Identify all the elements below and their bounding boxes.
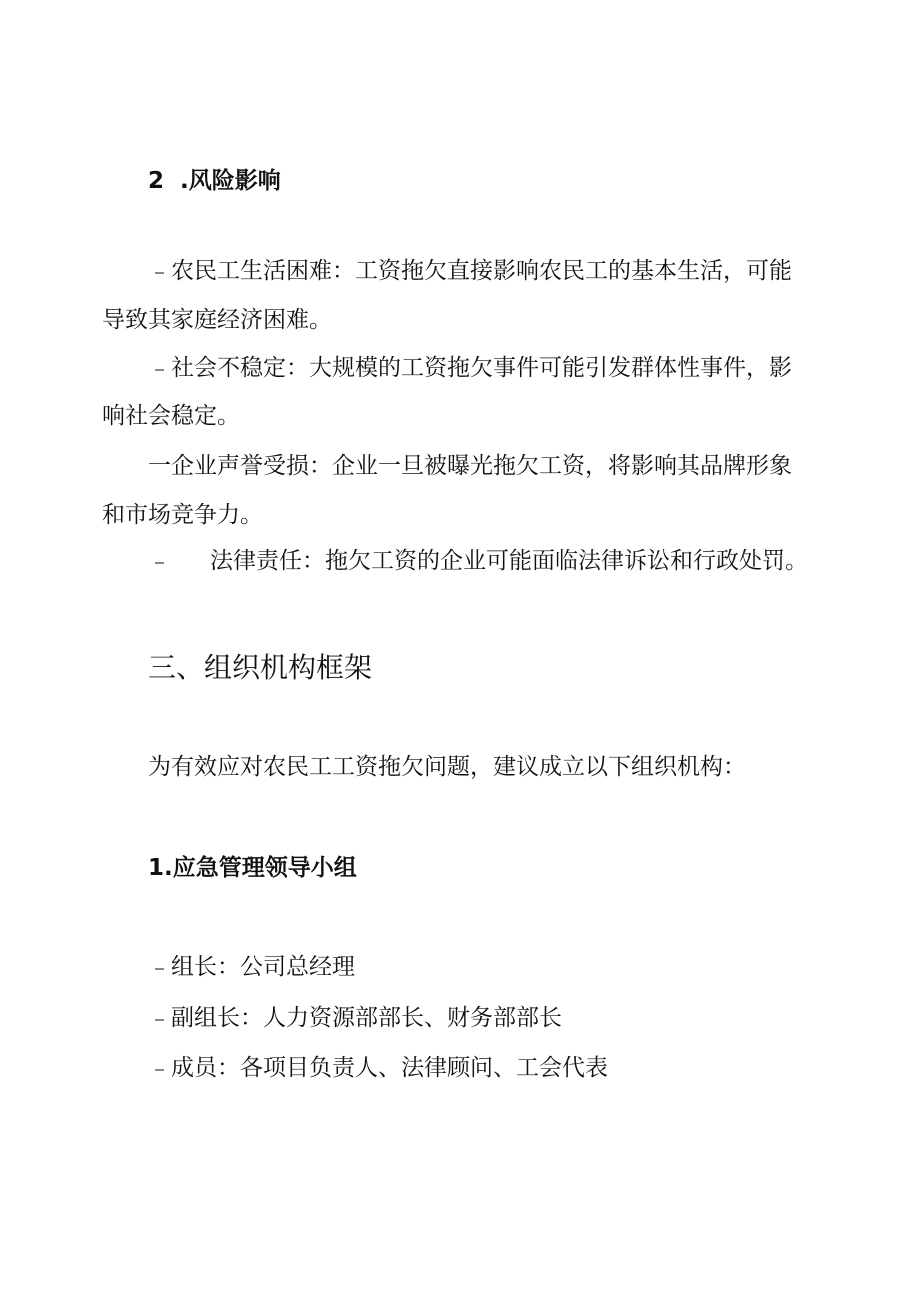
risk-item-2-line-2: 响社会稳定。 — [102, 403, 240, 429]
risk-item-3-line-1: 一企业声誉受损：企业一旦被曝光拖欠工资，将影响其品牌形象 — [148, 453, 792, 479]
risk-item-2-line-1: ﹣社会不稳定：大规模的工资拖欠事件可能引发群体性事件，影 — [148, 355, 792, 381]
section-3-heading: 三、组织机构框架 — [148, 651, 373, 684]
risk-item-1-line-2: 导致其家庭经济困难。 — [102, 307, 332, 333]
risk-item-4-text: 法律责任：拖欠工资的企业可能面临法律诉讼和行政处罚。 — [210, 548, 808, 574]
section-3-intro: 为有效应对农民工工资拖欠问题，建议成立以下组织机构： — [148, 754, 746, 780]
member-members: ﹣成员：各项目负责人、法律顾问、工会代表 — [148, 1055, 608, 1081]
risk-item-4-dash: ﹣ — [148, 548, 171, 574]
member-leader: ﹣组长：公司总经理 — [148, 954, 355, 980]
member-deputy-leader: ﹣副组长：人力资源部部长、财务部部长 — [148, 1005, 562, 1031]
risk-item-3-line-2: 和市场竞争力。 — [102, 502, 263, 528]
section-2-title: 2 .风险影响 — [148, 168, 281, 194]
risk-item-1-line-1: ﹣农民工生活困难：工资拖欠直接影响农民工的基本生活，可能 — [148, 258, 792, 284]
subsection-1-title: 1.应急管理领导小组 — [148, 855, 357, 881]
